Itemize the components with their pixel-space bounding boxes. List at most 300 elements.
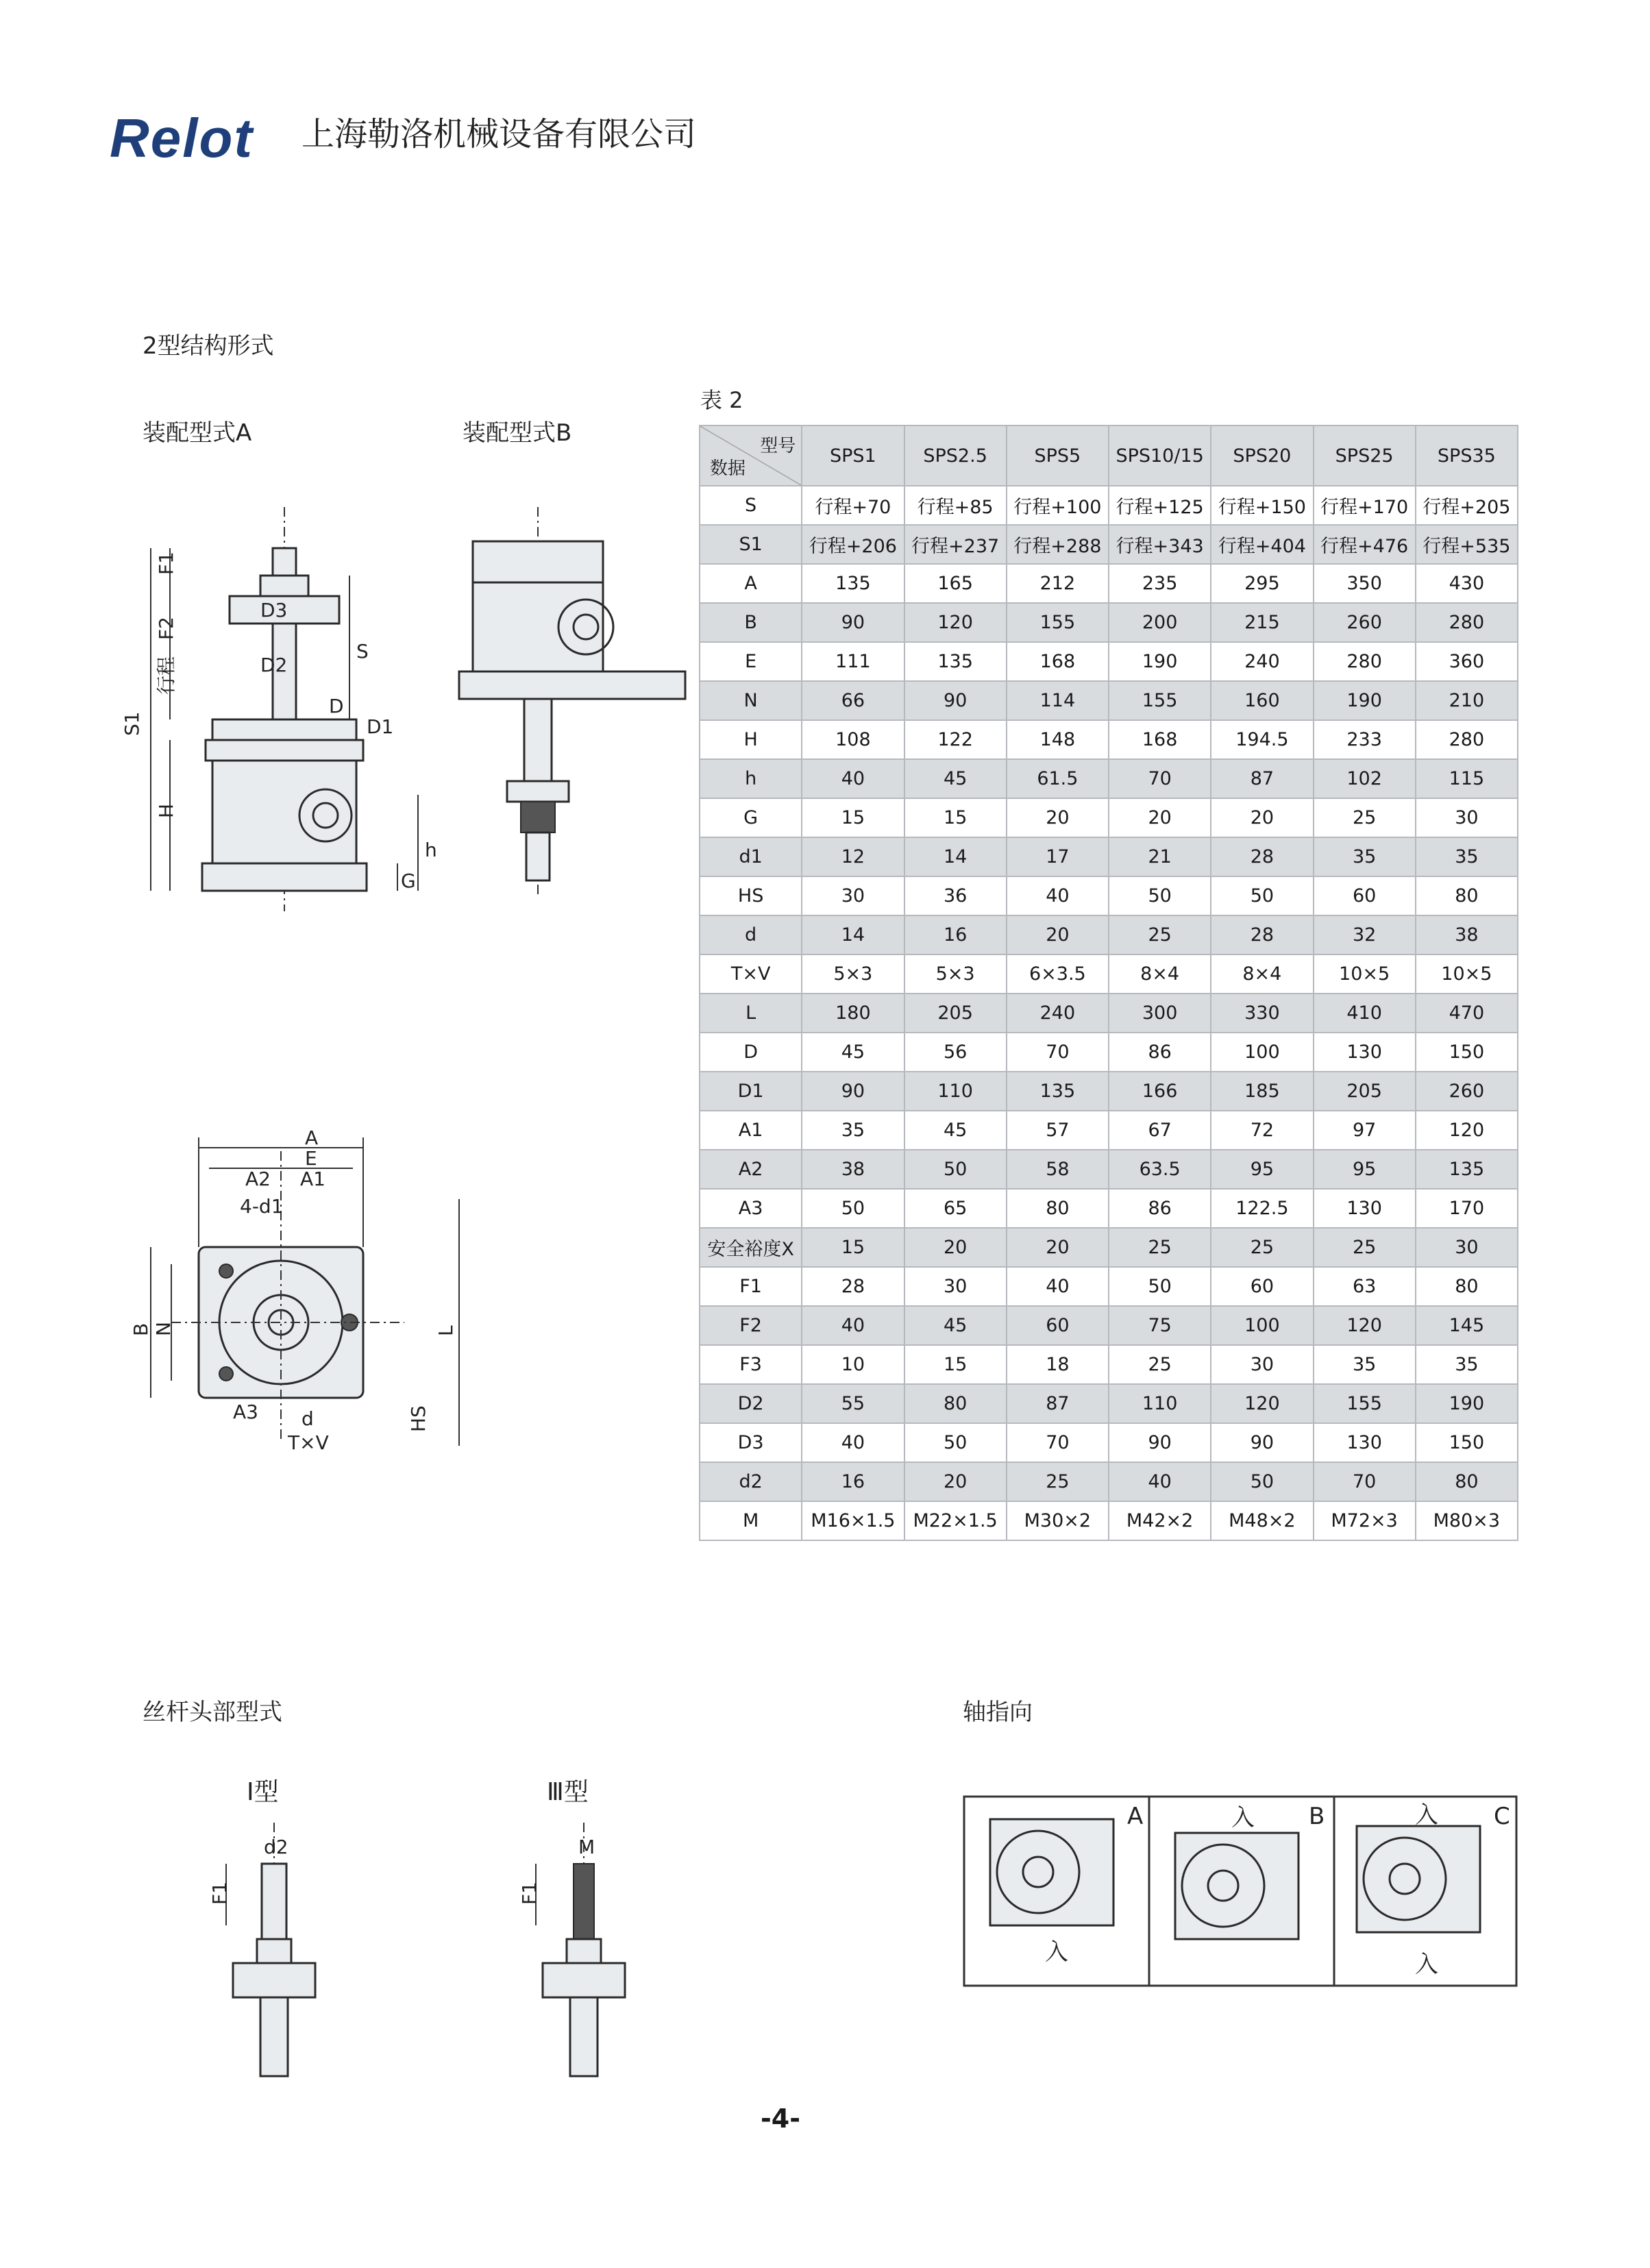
value-cell: 350 (1314, 564, 1416, 603)
param-cell: D (700, 1033, 802, 1072)
svg-text:入: 入 (1045, 1938, 1068, 1966)
value-cell: 100 (1211, 1306, 1313, 1345)
value-cell: 40 (1007, 876, 1109, 915)
model-header-4: SPS20 (1211, 426, 1313, 486)
svg-text:D2: D2 (260, 654, 288, 676)
value-cell: 56 (904, 1033, 1007, 1072)
table-row (700, 681, 1518, 720)
value-cell: 15 (904, 1345, 1007, 1384)
param-cell: B (700, 603, 802, 642)
svg-text:N: N (152, 1322, 175, 1336)
value-cell: 135 (1007, 1072, 1109, 1111)
value-cell: 18 (1007, 1345, 1109, 1384)
value-cell: 行程+125 (1109, 486, 1211, 525)
value-cell: 16 (802, 1462, 904, 1501)
type-i-label: Ⅰ型 (247, 1778, 279, 1806)
value-cell: 8×4 (1211, 954, 1313, 994)
value-cell: 330 (1211, 994, 1313, 1033)
value-cell: 130 (1314, 1189, 1416, 1228)
value-cell: 180 (802, 994, 904, 1033)
value-cell: 50 (1109, 876, 1211, 915)
svg-text:h: h (425, 839, 437, 861)
param-cell: F3 (700, 1345, 802, 1384)
svg-text:入: 入 (1415, 1801, 1438, 1829)
param-cell: D2 (700, 1384, 802, 1423)
value-cell: 行程+237 (904, 525, 1007, 564)
table-row (700, 915, 1518, 954)
table-row (700, 1267, 1518, 1306)
value-cell: 110 (904, 1072, 1007, 1111)
svg-text:A: A (305, 1126, 319, 1149)
corner-model-label: 型号 (760, 436, 796, 456)
value-cell: 30 (1416, 798, 1518, 837)
value-cell: 30 (1211, 1345, 1313, 1384)
screw-head-title: 丝杆头部型式 (143, 1699, 282, 1726)
value-cell: M48×2 (1211, 1501, 1313, 1540)
value-cell: 20 (1109, 798, 1211, 837)
value-cell: 20 (1211, 798, 1313, 837)
value-cell: 17 (1007, 837, 1109, 876)
value-cell: 30 (802, 876, 904, 915)
value-cell: M22×1.5 (904, 1501, 1007, 1540)
svg-text:D: D (329, 695, 344, 717)
value-cell: 102 (1314, 759, 1416, 798)
svg-text:F1: F1 (155, 552, 177, 575)
value-cell: 25 (1109, 1228, 1211, 1267)
value-cell: 160 (1211, 681, 1313, 720)
param-cell: M (700, 1501, 802, 1540)
value-cell: 行程+535 (1416, 525, 1518, 564)
param-cell: F1 (700, 1267, 802, 1306)
value-cell: 194.5 (1211, 720, 1313, 759)
svg-text:D3: D3 (260, 599, 288, 621)
value-cell: 135 (802, 564, 904, 603)
value-cell: 155 (1109, 681, 1211, 720)
value-cell: 14 (904, 837, 1007, 876)
value-cell: 35 (1314, 1345, 1416, 1384)
value-cell: 36 (904, 876, 1007, 915)
svg-text:S: S (356, 640, 369, 663)
page-number: -4- (761, 2104, 800, 2134)
value-cell: 150 (1416, 1033, 1518, 1072)
value-cell: 150 (1416, 1423, 1518, 1462)
param-cell: HS (700, 876, 802, 915)
table-row (700, 876, 1518, 915)
value-cell: 135 (1416, 1150, 1518, 1189)
svg-text:F1: F1 (518, 1882, 541, 1905)
value-cell: M42×2 (1109, 1501, 1211, 1540)
value-cell: 14 (802, 915, 904, 954)
svg-text:F2: F2 (155, 617, 177, 640)
value-cell: 50 (1211, 876, 1313, 915)
value-cell: 190 (1109, 642, 1211, 681)
value-cell: 166 (1109, 1072, 1211, 1111)
value-cell: 120 (1211, 1384, 1313, 1423)
svg-text:G: G (401, 870, 416, 892)
value-cell: 57 (1007, 1111, 1109, 1150)
param-cell: A3 (700, 1189, 802, 1228)
value-cell: 5×3 (802, 954, 904, 994)
value-cell: 120 (904, 603, 1007, 642)
value-cell: 100 (1211, 1033, 1313, 1072)
value-cell: 行程+206 (802, 525, 904, 564)
value-cell: 行程+476 (1314, 525, 1416, 564)
value-cell: 170 (1416, 1189, 1518, 1228)
svg-text:H: H (155, 803, 177, 818)
value-cell: 15 (802, 798, 904, 837)
table-caption: 表 2 (700, 387, 743, 413)
value-cell: 行程+343 (1109, 525, 1211, 564)
value-cell: 8×4 (1109, 954, 1211, 994)
value-cell: 50 (1109, 1267, 1211, 1306)
value-cell: 70 (1007, 1033, 1109, 1072)
svg-text:4-d1: 4-d1 (240, 1195, 284, 1218)
value-cell: 122 (904, 720, 1007, 759)
value-cell: 240 (1211, 642, 1313, 681)
table-row (700, 1033, 1518, 1072)
value-cell: 168 (1109, 720, 1211, 759)
value-cell: 行程+288 (1007, 525, 1109, 564)
value-cell: 25 (1314, 1228, 1416, 1267)
value-cell: 75 (1109, 1306, 1211, 1345)
value-cell: 148 (1007, 720, 1109, 759)
table-row (700, 486, 1518, 525)
value-cell: 235 (1109, 564, 1211, 603)
value-cell: 50 (904, 1423, 1007, 1462)
value-cell: 15 (904, 798, 1007, 837)
table-row (700, 954, 1518, 994)
value-cell: 50 (802, 1189, 904, 1228)
value-cell: 410 (1314, 994, 1416, 1033)
shaft-direction-drawing (963, 1795, 1518, 1987)
value-cell: 35 (1314, 837, 1416, 876)
value-cell: 210 (1416, 681, 1518, 720)
value-cell: 28 (1211, 837, 1313, 876)
top-view-drawing (130, 1124, 473, 1453)
value-cell: 25 (1211, 1228, 1313, 1267)
value-cell: 155 (1007, 603, 1109, 642)
value-cell: 60 (1314, 876, 1416, 915)
value-cell: 470 (1416, 994, 1518, 1033)
value-cell: 60 (1007, 1306, 1109, 1345)
value-cell: 80 (1416, 1462, 1518, 1501)
table-row (700, 564, 1518, 603)
svg-text:A: A (1127, 1803, 1144, 1830)
svg-text:S1: S1 (121, 711, 143, 736)
value-cell: 20 (1007, 915, 1109, 954)
param-cell: d (700, 915, 802, 954)
table-row (700, 1111, 1518, 1150)
value-cell: 280 (1314, 642, 1416, 681)
value-cell: 87 (1007, 1384, 1109, 1423)
type-iii-drawing (515, 1823, 652, 2083)
svg-text:入: 入 (1231, 1804, 1255, 1832)
param-cell: F2 (700, 1306, 802, 1345)
value-cell: 61.5 (1007, 759, 1109, 798)
company-name: 上海勒洛机械设备有限公司 (301, 115, 697, 153)
model-header-5: SPS25 (1314, 426, 1416, 486)
assembly-a-title: 装配型式A (143, 419, 252, 447)
svg-text:E: E (305, 1147, 317, 1170)
value-cell: 45 (904, 1111, 1007, 1150)
param-cell: N (700, 681, 802, 720)
value-cell: 45 (802, 1033, 904, 1072)
value-cell: 行程+170 (1314, 486, 1416, 525)
value-cell: 35 (1416, 1345, 1518, 1384)
value-cell: 10×5 (1416, 954, 1518, 994)
table-row (700, 642, 1518, 681)
table-row (700, 1150, 1518, 1189)
value-cell: 70 (1007, 1423, 1109, 1462)
value-cell: 95 (1211, 1150, 1313, 1189)
value-cell: 72 (1211, 1111, 1313, 1150)
value-cell: 122.5 (1211, 1189, 1313, 1228)
value-cell: 190 (1314, 681, 1416, 720)
value-cell: 430 (1416, 564, 1518, 603)
spec-table (699, 425, 1518, 1541)
value-cell: 5×3 (904, 954, 1007, 994)
type-iii-label: Ⅲ型 (547, 1778, 589, 1806)
value-cell: 360 (1416, 642, 1518, 681)
param-cell: S (700, 486, 802, 525)
param-cell: A1 (700, 1111, 802, 1150)
table-row (700, 1072, 1518, 1111)
value-cell: 280 (1416, 720, 1518, 759)
param-cell: 安全裕度X (700, 1228, 802, 1267)
value-cell: 行程+70 (802, 486, 904, 525)
value-cell: 130 (1314, 1423, 1416, 1462)
param-cell: S1 (700, 525, 802, 564)
value-cell: 90 (802, 1072, 904, 1111)
value-cell: M30×2 (1007, 1501, 1109, 1540)
table-row (700, 1423, 1518, 1462)
model-header-3: SPS10/15 (1109, 426, 1211, 486)
param-cell: L (700, 994, 802, 1033)
param-cell: G (700, 798, 802, 837)
value-cell: 45 (904, 759, 1007, 798)
value-cell: 20 (904, 1228, 1007, 1267)
table-row (700, 759, 1518, 798)
value-cell: M72×3 (1314, 1501, 1416, 1540)
value-cell: 120 (1314, 1306, 1416, 1345)
value-cell: 28 (802, 1267, 904, 1306)
value-cell: 20 (1007, 1228, 1109, 1267)
param-cell: A2 (700, 1150, 802, 1189)
param-cell: d1 (700, 837, 802, 876)
svg-text:d2: d2 (264, 1836, 288, 1858)
model-header-2: SPS5 (1007, 426, 1109, 486)
param-cell: T×V (700, 954, 802, 994)
value-cell: 行程+150 (1211, 486, 1313, 525)
value-cell: 168 (1007, 642, 1109, 681)
value-cell: 205 (1314, 1072, 1416, 1111)
value-cell: 35 (1416, 837, 1518, 876)
value-cell: 205 (904, 994, 1007, 1033)
value-cell: 80 (1007, 1189, 1109, 1228)
param-cell: E (700, 642, 802, 681)
value-cell: 200 (1109, 603, 1211, 642)
value-cell: 40 (1109, 1462, 1211, 1501)
value-cell: 行程+85 (904, 486, 1007, 525)
svg-text:A2: A2 (245, 1168, 271, 1190)
value-cell: 80 (904, 1384, 1007, 1423)
value-cell: 10×5 (1314, 954, 1416, 994)
value-cell: 80 (1416, 876, 1518, 915)
value-cell: 108 (802, 720, 904, 759)
value-cell: 40 (802, 1423, 904, 1462)
value-cell: 111 (802, 642, 904, 681)
value-cell: 185 (1211, 1072, 1313, 1111)
model-header-6: SPS35 (1416, 426, 1518, 486)
section-title-type2: 2型结构形式 (143, 332, 274, 360)
value-cell: 55 (802, 1384, 904, 1423)
value-cell: 行程+205 (1416, 486, 1518, 525)
value-cell: 130 (1314, 1033, 1416, 1072)
value-cell: 190 (1416, 1384, 1518, 1423)
svg-text:A3: A3 (233, 1401, 258, 1423)
value-cell: 38 (802, 1150, 904, 1189)
param-cell: d2 (700, 1462, 802, 1501)
value-cell: 240 (1007, 994, 1109, 1033)
value-cell: 38 (1416, 915, 1518, 954)
value-cell: 86 (1109, 1033, 1211, 1072)
value-cell: 65 (904, 1189, 1007, 1228)
svg-text:L: L (434, 1325, 457, 1336)
param-cell: H (700, 720, 802, 759)
value-cell: 66 (802, 681, 904, 720)
value-cell: 70 (1109, 759, 1211, 798)
value-cell: 260 (1314, 603, 1416, 642)
value-cell: 16 (904, 915, 1007, 954)
value-cell: M80×3 (1416, 1501, 1518, 1540)
value-cell: 25 (1007, 1462, 1109, 1501)
value-cell: 40 (802, 759, 904, 798)
value-cell: 15 (802, 1228, 904, 1267)
svg-text:d: d (301, 1407, 314, 1430)
table-row (700, 1228, 1518, 1267)
value-cell: 10 (802, 1345, 904, 1384)
svg-text:D1: D1 (367, 715, 394, 738)
table-row (700, 720, 1518, 759)
value-cell: 20 (1007, 798, 1109, 837)
svg-text:行程: 行程 (155, 656, 177, 695)
svg-text:M: M (578, 1836, 595, 1858)
value-cell: 6×3.5 (1007, 954, 1109, 994)
value-cell: 90 (1211, 1423, 1313, 1462)
value-cell: 97 (1314, 1111, 1416, 1150)
svg-text:HS: HS (407, 1405, 430, 1432)
table-row (700, 1189, 1518, 1228)
value-cell: 60 (1211, 1267, 1313, 1306)
value-cell: M16×1.5 (802, 1501, 904, 1540)
value-cell: 63 (1314, 1267, 1416, 1306)
value-cell: 280 (1416, 603, 1518, 642)
value-cell: 114 (1007, 681, 1109, 720)
svg-text:T×V: T×V (288, 1431, 329, 1454)
value-cell: 67 (1109, 1111, 1211, 1150)
svg-text:C: C (1494, 1803, 1510, 1830)
table-row (700, 525, 1518, 564)
value-cell: 90 (904, 681, 1007, 720)
table-row (700, 1384, 1518, 1423)
value-cell: 30 (904, 1267, 1007, 1306)
model-header-0: SPS1 (802, 426, 904, 486)
value-cell: 25 (1109, 1345, 1211, 1384)
value-cell: 155 (1314, 1384, 1416, 1423)
table-row (700, 1462, 1518, 1501)
value-cell: 165 (904, 564, 1007, 603)
assembly-a-drawing (123, 507, 466, 918)
svg-text:F1: F1 (208, 1882, 231, 1905)
value-cell: 95 (1314, 1150, 1416, 1189)
value-cell: 50 (1211, 1462, 1313, 1501)
value-cell: 35 (802, 1111, 904, 1150)
value-cell: 120 (1416, 1111, 1518, 1150)
value-cell: 90 (802, 603, 904, 642)
value-cell: 21 (1109, 837, 1211, 876)
value-cell: 215 (1211, 603, 1313, 642)
model-header-1: SPS2.5 (904, 426, 1007, 486)
value-cell: 20 (904, 1462, 1007, 1501)
value-cell: 25 (1109, 915, 1211, 954)
brand-logo: Relot (110, 108, 254, 169)
value-cell: 40 (1007, 1267, 1109, 1306)
svg-text:B: B (130, 1322, 152, 1336)
value-cell: 212 (1007, 564, 1109, 603)
type-i-drawing (206, 1823, 343, 2083)
value-cell: 260 (1416, 1072, 1518, 1111)
value-cell: 行程+100 (1007, 486, 1109, 525)
table-row (700, 1306, 1518, 1345)
table-row (700, 798, 1518, 837)
param-cell: h (700, 759, 802, 798)
value-cell: 40 (802, 1306, 904, 1345)
assembly-b-title: 装配型式B (463, 419, 572, 447)
table-row (700, 1501, 1518, 1540)
value-cell: 295 (1211, 564, 1313, 603)
value-cell: 90 (1109, 1423, 1211, 1462)
table-row (700, 837, 1518, 876)
value-cell: 28 (1211, 915, 1313, 954)
value-cell: 32 (1314, 915, 1416, 954)
svg-text:入: 入 (1415, 1951, 1438, 1978)
table-row (700, 994, 1518, 1033)
value-cell: 25 (1314, 798, 1416, 837)
value-cell: 87 (1211, 759, 1313, 798)
table-row (700, 603, 1518, 642)
table-header-row (700, 426, 1518, 486)
assembly-b-drawing (452, 507, 685, 904)
value-cell: 50 (904, 1150, 1007, 1189)
param-cell: D3 (700, 1423, 802, 1462)
value-cell: 12 (802, 837, 904, 876)
table-row (700, 1345, 1518, 1384)
value-cell: 80 (1416, 1267, 1518, 1306)
value-cell: 45 (904, 1306, 1007, 1345)
value-cell: 63.5 (1109, 1150, 1211, 1189)
shaft-direction-title: 轴指向 (963, 1699, 1033, 1726)
param-cell: A (700, 564, 802, 603)
param-cell: D1 (700, 1072, 802, 1111)
value-cell: 70 (1314, 1462, 1416, 1501)
svg-text:B: B (1309, 1803, 1325, 1830)
value-cell: 58 (1007, 1150, 1109, 1189)
value-cell: 30 (1416, 1228, 1518, 1267)
value-cell: 135 (904, 642, 1007, 681)
value-cell: 115 (1416, 759, 1518, 798)
value-cell: 行程+404 (1211, 525, 1313, 564)
svg-text:A1: A1 (300, 1168, 325, 1190)
